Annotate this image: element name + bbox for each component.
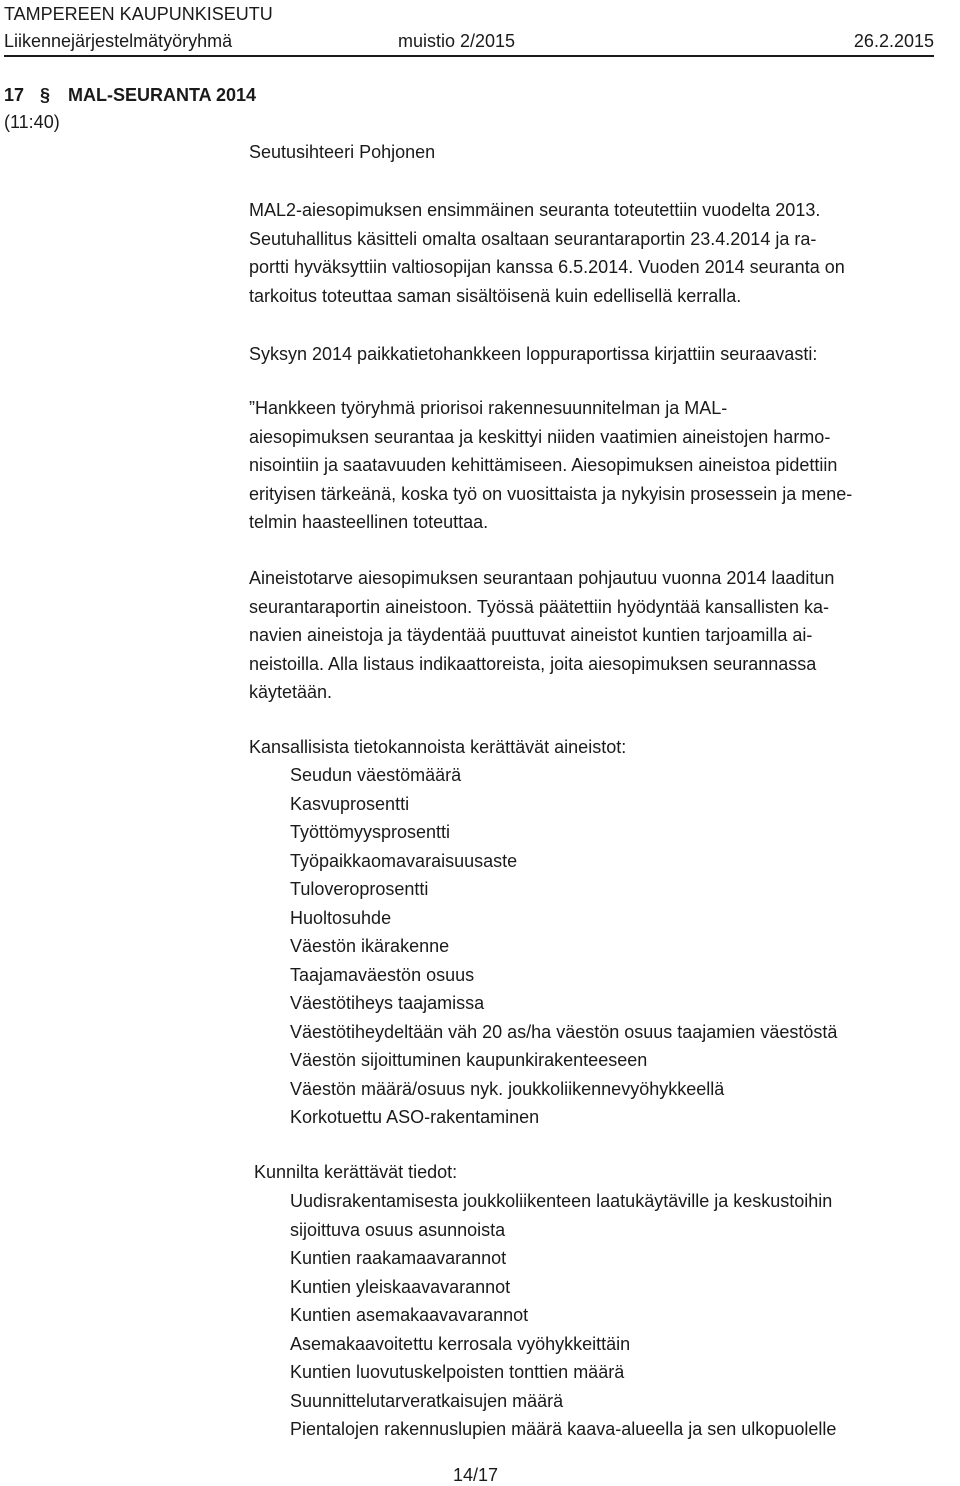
text-line: käytetään.	[249, 682, 333, 702]
list-item: Korkotuettu ASO-rakentaminen	[290, 1107, 540, 1127]
list-item: sijoittuva osuus asunnoista	[290, 1219, 506, 1240]
header-unit: Liikennejärjestelmätyöryhmä	[4, 31, 233, 51]
list-item: Tuloveroprosentti	[290, 879, 429, 899]
text-line: tarkoitus toteuttaa saman sisältöisenä kuin edellisellä kerralla.	[249, 285, 742, 306]
paragraph-report	[249, 340, 817, 369]
list-item: Kuntien asemakaavavarannot	[290, 1305, 529, 1325]
header-date: 26.2.2015	[853, 31, 934, 51]
national-heading	[249, 733, 626, 762]
list-heading: Kansallisista tietokannoista kerättävät aineistot:	[249, 737, 627, 757]
list-item: Kuntien raakamaavarannot	[290, 1248, 507, 1268]
text-line: seurantaraportin aineistoon. Työssä päätettiin hyödyntää kansallisten ka-	[249, 596, 830, 617]
text-line: MAL2-aiesopimuksen ensimmäinen seuranta toteutettiin vuodelta 2013.	[249, 200, 821, 220]
paragraph-quote	[249, 394, 852, 537]
list-item: Väestötiheydeltään väh 20 as/ha väestön osuus taajamien väestöstä	[290, 1021, 838, 1042]
list-item: Suunnittelutarveratkaisujen määrä	[290, 1390, 564, 1411]
text-line: portti hyväksyttiin valtiosopijan kanssa 6.5.2014. Vuoden 2014 seuranta on	[249, 257, 845, 277]
list-item: Väestön ikärakenne	[290, 936, 450, 956]
header-memo: muistio 2/2015	[398, 31, 516, 51]
paragraph-data-needs	[249, 564, 834, 707]
list-item: Työttömyysprosentti	[290, 822, 451, 842]
text-line: ”Hankkeen työryhmä priorisoi rakennesuunnitelman ja MAL-	[249, 398, 728, 418]
text-line: erityisen tärkeänä, koska työ on vuosittaista ja nykyisin prosessein ja mene-	[249, 483, 853, 504]
text-line: aiesopimuksen seurantaa ja keskittyi niiden vaatimien aineistojen harmo-	[249, 426, 831, 447]
list-item: Työpaikkaomavaraisuusaste	[290, 850, 518, 871]
text-line: Seutuhallitus käsitteli omalta osaltaan seurantaraportin 23.4.2014 ja ra-	[249, 228, 817, 249]
presenter: Seutusihteeri Pohjonen	[249, 142, 436, 162]
text-line: nisointiin ja saatavuuden kehittämiseen. Aiesopimuksen aineistoa pidettiin	[249, 455, 838, 475]
list-item: Taajamaväestön osuus	[290, 964, 475, 985]
section-time: (11:40)	[4, 112, 60, 132]
list-item: Kasvuprosentti	[290, 793, 410, 814]
text-line: telmin haasteellinen toteuttaa.	[249, 512, 489, 532]
text-line: Syksyn 2014 paikkatietohankkeen loppuraportissa kirjattiin seuraavasti:	[249, 344, 818, 364]
list-item: Väestön määrä/osuus nyk. joukkoliikennevyöhykkeellä	[290, 1078, 725, 1099]
list-item: Seudun väestömäärä	[290, 765, 462, 785]
list-item: Väestön sijoittuminen kaupunkirakenteeseen	[290, 1050, 648, 1070]
list-item: Pientalojen rakennuslupien määrä kaava-alueella ja sen ulkopuolelle	[290, 1419, 837, 1439]
text-line: navien aineistoja ja täydentää puuttuvat aineistot kuntien tarjoamilla ai-	[249, 625, 813, 645]
text-line: Aineistotarve aiesopimuksen seurantaan pohjautuu vuonna 2014 laaditun	[249, 568, 835, 588]
organization-name: TAMPEREEN KAUPUNKISEUTU	[4, 4, 273, 24]
national-list	[290, 761, 837, 1132]
list-item: Asemakaavoitettu kerrosala vyöhykkeittäin	[290, 1333, 631, 1354]
list-item: Väestötiheys taajamissa	[290, 993, 485, 1013]
list-item: Kuntien yleiskaavavarannot	[290, 1276, 511, 1297]
municipal-list	[290, 1187, 836, 1444]
list-item: Kuntien luovutuskelpoisten tonttien määrä	[290, 1362, 625, 1382]
municipal-heading	[254, 1158, 457, 1187]
list-item: Huoltosuhde	[290, 907, 392, 928]
document-header	[4, 31, 934, 57]
page-number: 14/17	[453, 1465, 499, 1485]
section-sign: §	[40, 85, 51, 105]
list-heading: Kunnilta kerättävät tiedot:	[254, 1162, 458, 1182]
paragraph-intro	[249, 196, 845, 310]
section-title: MAL-SEURANTA 2014	[68, 85, 257, 105]
text-line: neistoilla. Alla listaus indikaattoreista, joita aiesopimuksen seurannassa	[249, 653, 817, 674]
section-number: 17	[4, 85, 25, 105]
list-item: Uudisrakentamisesta joukkoliikenteen laatukäytäville ja keskustoihin	[290, 1191, 833, 1211]
